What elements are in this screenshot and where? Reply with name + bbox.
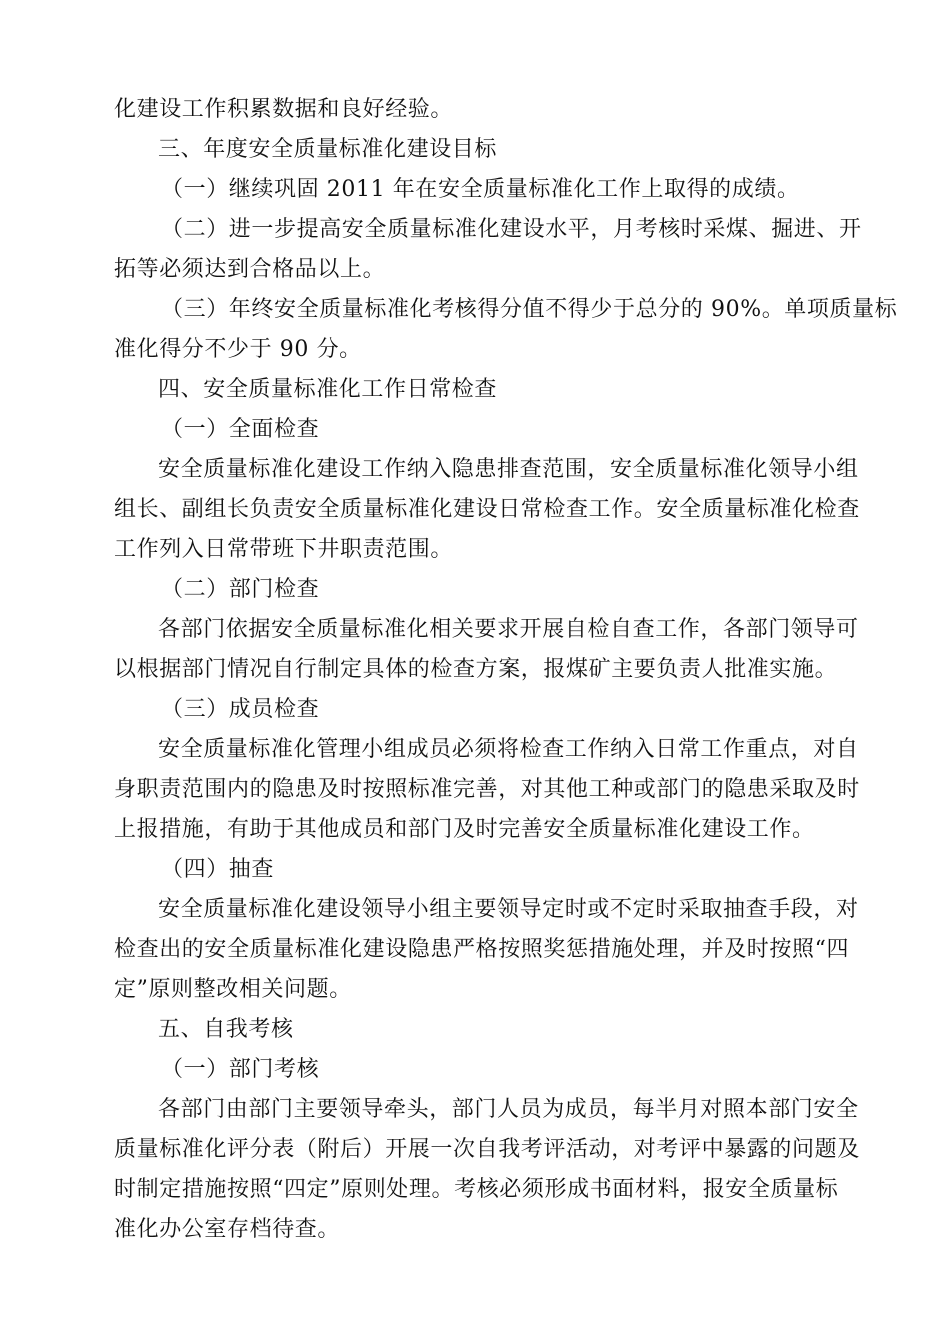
section-heading: 四、安全质量标准化工作日常检查 [158, 377, 498, 402]
text-line: 化建设工作积累数据和良好经验。 [114, 97, 454, 122]
text-line: 时制定措施按照“四定”原则处理。考核必须形成书面材料，报安全质量标 [114, 1177, 839, 1202]
text-line: 组长、副组长负责安全质量标准化建设日常检查工作。安全质量标准化检查 [114, 497, 860, 522]
text-line: 拓等必须达到合格品以上。 [114, 257, 386, 282]
list-item: （二）进一步提高安全质量标准化建设水平，月考核时采煤、掘进、开 [161, 217, 862, 242]
paragraph-line: 安全质量标准化建设工作纳入隐患排查范围，安全质量标准化领导小组 [158, 457, 859, 482]
subsection-heading: （一）全面检查 [161, 417, 320, 442]
text-line: 准化得分不少于 90 分。 [114, 337, 362, 362]
paragraph-line: 安全质量标准化管理小组成员必须将检查工作纳入日常工作重点，对自 [158, 737, 859, 762]
subsection-heading: （三）成员检查 [161, 697, 320, 722]
section-heading: 五、自我考核 [158, 1017, 294, 1042]
text-line: 身职责范围内的隐患及时按照标准完善，对其他工种或部门的隐患采取及时 [114, 777, 860, 802]
text-line: 定”原则整改相关问题。 [114, 977, 352, 1002]
text-line: 质量标准化评分表（附后）开展一次自我考评活动，对考评中暴露的问题及 [114, 1137, 860, 1162]
paragraph-line: 安全质量标准化建设领导小组主要领导定时或不定时采取抽查手段，对 [158, 897, 859, 922]
text-line: 工作列入日常带班下井职责范围。 [114, 537, 454, 562]
text-line: 上报措施，有助于其他成员和部门及时完善安全质量标准化建设工作。 [114, 817, 815, 842]
text-line: 检查出的安全质量标准化建设隐患严格按照奖惩措施处理，并及时按照“四 [114, 937, 850, 962]
list-item: （一）继续巩固 2011 年在安全质量标准化工作上取得的成绩。 [161, 177, 800, 202]
paragraph-line: 各部门由部门主要领导牵头，部门人员为成员，每半月对照本部门安全 [158, 1097, 859, 1122]
text-line: 准化办公室存档待查。 [114, 1217, 341, 1242]
subsection-heading: （二）部门检查 [161, 577, 320, 602]
subsection-heading: （四）抽查 [161, 857, 275, 882]
section-heading: 三、年度安全质量标准化建设目标 [158, 137, 498, 162]
list-item: （三）年终安全质量标准化考核得分值不得少于总分的 90%。单项质量标 [161, 297, 898, 322]
paragraph-line: 各部门依据安全质量标准化相关要求开展自检自查工作，各部门领导可 [158, 617, 859, 642]
subsection-heading: （一）部门考核 [161, 1057, 320, 1082]
text-line: 以根据部门情况自行制定具体的检查方案，报煤矿主要负责人批准实施。 [114, 657, 838, 682]
